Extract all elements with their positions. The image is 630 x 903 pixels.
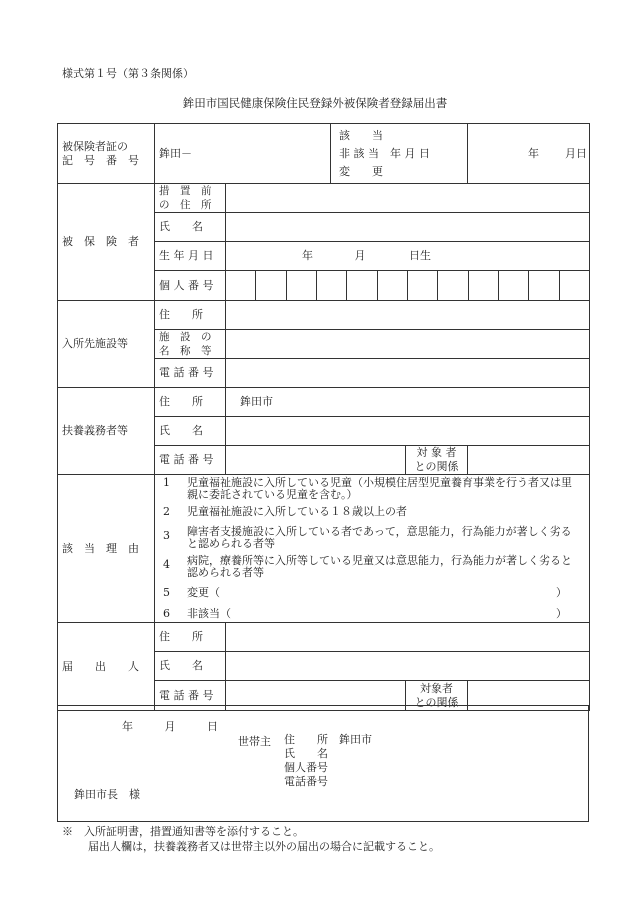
guardian-phone-label: 電 話 番 号 — [155, 446, 226, 475]
addressee: 鉾田市長 様 — [74, 788, 140, 801]
reason-item-5[interactable]: 5 変更（ ） — [163, 586, 567, 599]
guardian-address-label: 住 所 — [155, 388, 226, 417]
document-title: 鉾田市国民健康保険住民登録外被保険者登録届出書 — [182, 96, 448, 110]
facility-name-label: 施 設 の 名 称 等 — [155, 330, 226, 359]
status-change[interactable]: 変 更 — [339, 164, 383, 178]
insured-name-label: 氏 名 — [155, 213, 226, 242]
applicant-name-label: 氏 名 — [155, 652, 226, 681]
applicant-name-field[interactable] — [226, 652, 590, 681]
insured-dob-field[interactable]: 年 月 日生 — [226, 242, 590, 271]
guardian-phone-field[interactable] — [226, 446, 406, 475]
insured-id-field[interactable]: 鉾田－ — [155, 124, 331, 184]
insured-mynumber-field[interactable] — [226, 271, 590, 301]
guardian-address-field[interactable]: 鉾田市 — [226, 388, 590, 417]
form-number: 様式第１号（第３条関係） — [62, 67, 194, 80]
status-not-applicable[interactable]: 非 該 当 — [339, 146, 379, 160]
applicant-phone-label: 電 話 番 号 — [155, 681, 226, 711]
status-applicable[interactable]: 該 当 — [339, 128, 383, 142]
guardian-name-label: 氏 名 — [155, 417, 226, 446]
guardian-relation-label: 対 象 者 との関係 — [406, 446, 468, 475]
notes — [62, 824, 440, 854]
facility-address-label: 住 所 — [155, 301, 226, 330]
reason-item-3[interactable]: 3 障害者支援施設に入所している者であって，意思能力，行為能力が著しく劣ると認められる者等 — [163, 525, 572, 550]
submission-date[interactable]: 年 月 日 — [122, 720, 218, 733]
status-block — [331, 124, 468, 184]
insured-id-label: 被保険者証の 記 号 番 号 — [58, 124, 155, 184]
status-date-label: 年 月 日 — [390, 146, 430, 160]
insured-id-row — [58, 124, 590, 184]
reason-list — [155, 475, 590, 623]
signature-block — [57, 705, 589, 822]
note-mark: ※ — [62, 825, 73, 838]
guardian-relation-field[interactable] — [468, 446, 590, 475]
applicant-address-label: 住 所 — [155, 623, 226, 652]
insured-mynumber-label: 個 人 番 号 — [155, 271, 226, 301]
guardian-name-field[interactable] — [226, 417, 590, 446]
note-line-2: 届出人欄は，扶養義務者又は世帯主以外の届出の場合に記載すること。 — [88, 840, 440, 853]
insured-dob-label: 生 年 月 日 — [155, 242, 226, 271]
reason-item-4[interactable]: 4 病院，療養所等に入所等している児童又は意思能力，行為能力が著しく劣ると認められる者等 — [163, 554, 572, 579]
applicant-section-label: 届 出 人 — [58, 623, 155, 711]
registration-form-table — [57, 123, 590, 711]
reason-item-1[interactable]: 1 児童福祉施設に入所している児童（小規模住居型児童養育事業を行う者又は里親に委託されている児童を含む。） — [163, 476, 572, 501]
facility-phone-field[interactable] — [226, 359, 590, 388]
mynumber-digit-boxes — [226, 271, 589, 300]
householder-label: 世帯主 — [238, 735, 271, 748]
note-line-1: 入所証明書，措置通知書等を添付すること。 — [84, 825, 304, 838]
applicant-address-field[interactable] — [226, 623, 590, 652]
guardian-section-label: 扶養義務者等 — [58, 388, 155, 475]
prev-address-field[interactable] — [226, 184, 590, 213]
facility-address-field[interactable] — [226, 301, 590, 330]
reason-section-label: 該 当 理 由 — [58, 475, 155, 623]
status-date-field[interactable]: 年 月 日 — [468, 124, 590, 184]
householder-fields: 住 所 鉾田市 氏 名 個人番号 電話番号 — [284, 733, 372, 788]
insured-name-field[interactable] — [226, 213, 590, 242]
applicant-relation-label: 対象者 との関係 — [406, 681, 468, 711]
reason-item-2[interactable]: 2 児童福祉施設に入所している１８歳以上の者 — [163, 505, 407, 518]
reason-item-6[interactable]: 6 非該当（ ） — [163, 607, 567, 620]
insured-section-label: 被 保 険 者 — [58, 184, 155, 301]
facility-section-label: 入所先施設等 — [58, 301, 155, 388]
facility-phone-label: 電 話 番 号 — [155, 359, 226, 388]
prev-address-label: 措 置 前 の 住 所 — [155, 184, 226, 213]
facility-name-field[interactable] — [226, 330, 590, 359]
